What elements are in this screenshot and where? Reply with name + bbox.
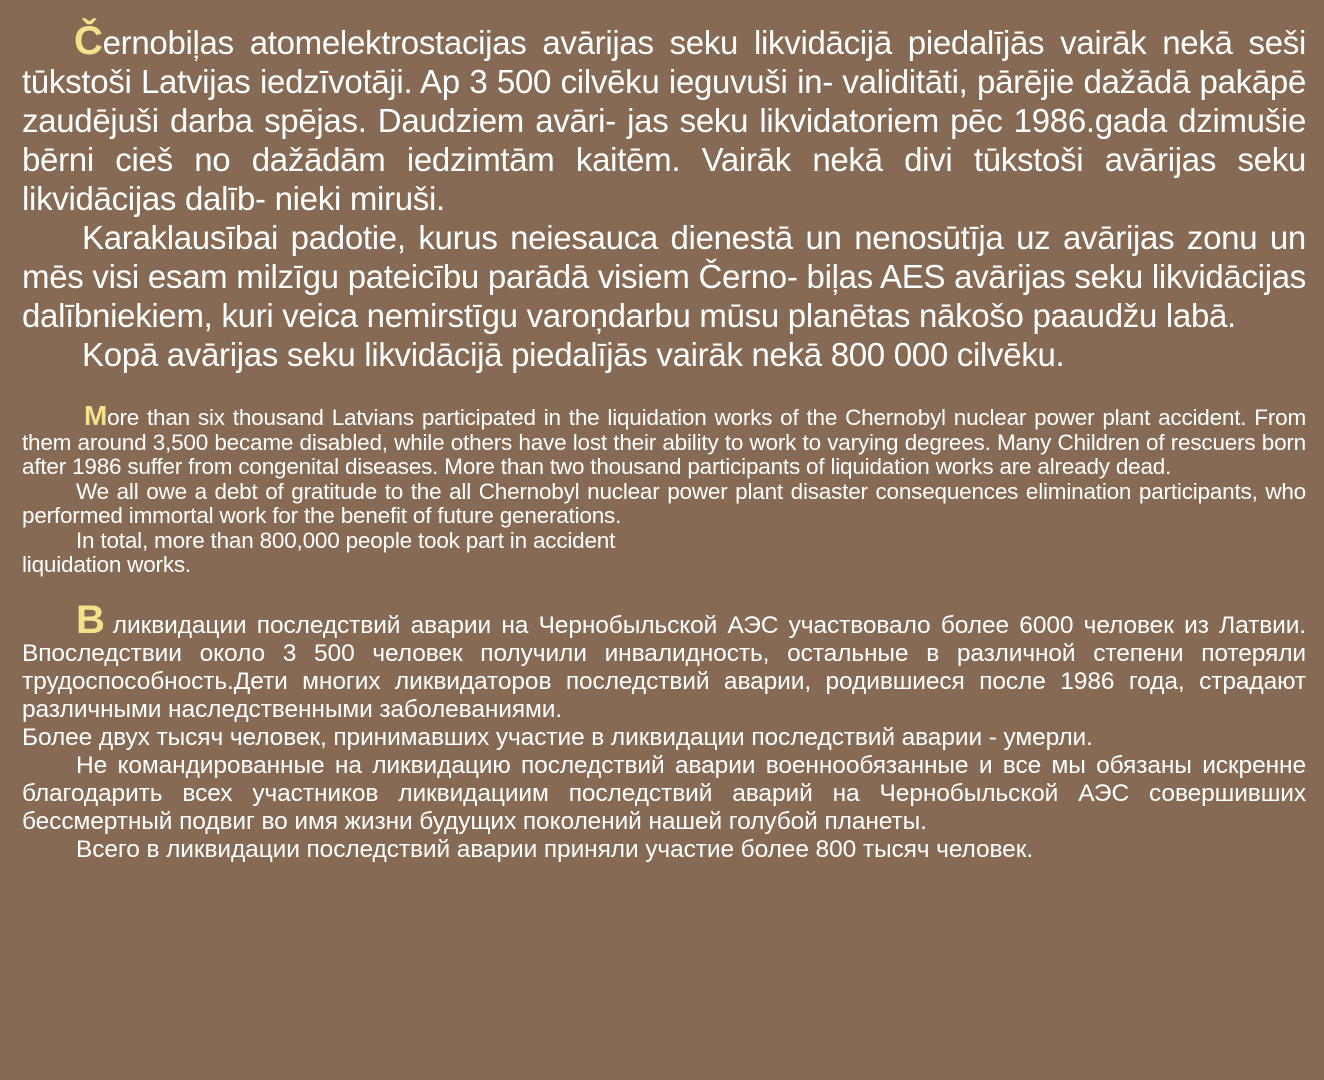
latvian-initial-letter: Č: [74, 19, 103, 63]
english-paragraph-2: We all owe a debt of gratitude to the all Chernobyl nuclear power plant disaster consequences elimination participants, who performed immortal work for the benefit of future generations.: [22, 478, 1306, 528]
russian-paragraph-2: Более двух тысяч человек, принимавших участие в ликвидации последствий аварии - умерли.: [22, 723, 1093, 751]
russian-section: [22, 597, 1306, 864]
english-initial-letter: M: [84, 400, 108, 431]
latvian-section: [22, 19, 1306, 374]
latvian-paragraph-2: Karaklausībai padotie, kurus neiesauca dienestā un nenosūtīja uz avārijas zonu un mēs visi esam milzīgu pateicību parādā visiem Černo- biļas AES avārijas seku likvidācijas dalībniekiem, kuri veica nemirstīgu varoņdarbu mūsu planētas nākošo paaudžu labā.: [22, 219, 1306, 334]
russian-initial-letter: В: [76, 597, 105, 642]
english-section: [22, 400, 1306, 578]
russian-paragraph-4: Всего в ликвидации последствий аварии приняли участие более 800 тысяч человек.: [76, 835, 1034, 863]
english-paragraph-3: In total, more than 800,000 people took part in accident: [76, 527, 616, 553]
latvian-paragraph-3: Kopā avārijas seku likvidācijā piedalījās vairāk nekā 800 000 cilvēku.: [82, 336, 1065, 373]
russian-paragraph-1-text: ликвидации последствий аварии на Чернобыльской АЭС участвовало более 6000 человек из Латвии. Впоследствии около 3 500 человек получили инвалидность, остальные в различной степени потеряли трудоспособность.Дети многих ликвидаторов последствий аварии, родившиеся после 1986 года, страдают различными наследственными заболеваниями.: [22, 611, 1306, 723]
english-paragraph-1: [22, 400, 1306, 480]
latvian-paragraph-1-text: ernobiļas atomelektrostacijas avārijas seku likvidācijā piedalījās vairāk nekā seši tūkstoši Latvijas iedzīvotāji. Ap 3 500 cilvēku ieguvuši in- validitāti, pārējie dažādā pakāpē zaudējuši darba spējas. Daudziem avāri- jas seku likvidatoriem pēc 1986.gada dzimušie bērni cieš no dažādām iedzimtām kaitēm. Vairāk nekā divi tūkstoši avārijas seku likvidācijas dalīb- nieki miruši.: [22, 24, 1306, 217]
english-paragraph-1-text: ore than six thousand Latvians participated in the liquidation works of the Chernobyl nuclear power plant accident. From them around 3,500 became disabled, while others have lost their ability to work to varying degrees. Many Children of rescuers born after 1986 suffer from congenital diseases. More than two thousand participants of liquidation works are already dead.: [22, 405, 1306, 479]
russian-paragraph-1: [22, 597, 1306, 724]
russian-paragraph-3: Не командированные на ликвидацию последствий аварии военнообязанные и все мы обязаны искренне благодарить всех участников ликвидациим последствий аварий на Чернобыльской АЭС совершивших бессмертный подвиг во имя жизни будущих поколений нашей голубой планеты.: [22, 751, 1306, 835]
english-paragraph-3-continued: liquidation works.: [22, 552, 191, 577]
latvian-paragraph-1: [22, 19, 1306, 218]
